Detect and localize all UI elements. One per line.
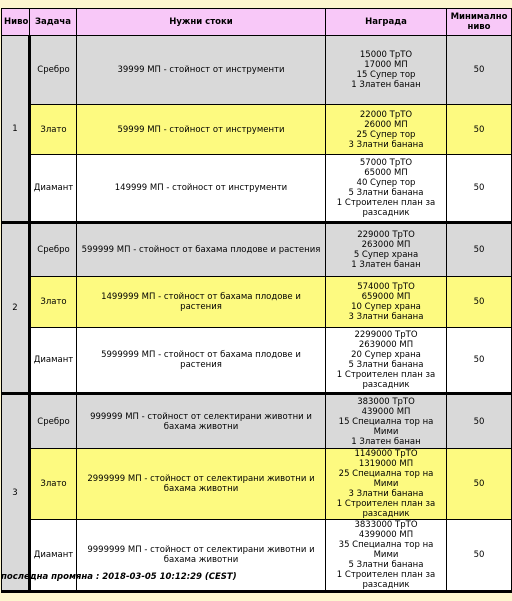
- header-task: Задача: [30, 9, 77, 36]
- needed-goods-cell: 59999 МП - стойност от инструменти: [77, 105, 326, 155]
- reward-line: 25 Специална тор на Мими: [338, 469, 434, 489]
- reward-line: 2639000 МП: [358, 340, 414, 350]
- reward-line: 1 Строителен план за разсадник: [336, 499, 436, 519]
- reward-cell: [326, 155, 447, 223]
- quest-row: [2, 223, 512, 277]
- reward-line: 20 Супер храна: [351, 350, 421, 360]
- quest-row: [2, 449, 512, 520]
- task-tier-cell: Диамант: [30, 155, 77, 223]
- min-level-cell: 50: [447, 105, 512, 155]
- reward-line: 57000 ТрТО: [359, 158, 413, 168]
- reward-line: 15 Супер тор: [356, 70, 416, 80]
- task-tier-cell: Злато: [30, 105, 77, 155]
- reward-line: 1 Златен банан: [351, 436, 421, 447]
- task-tier-cell: Диамант: [30, 328, 77, 394]
- reward-line: 659000 МП: [361, 292, 411, 302]
- quest-table-body: [2, 36, 512, 592]
- reward-cell: [326, 449, 447, 520]
- reward-cell: [326, 105, 447, 155]
- quest-row: [2, 394, 512, 449]
- task-tier-cell: Сребро: [30, 36, 77, 105]
- reward-line: 1 Златен банан: [351, 260, 421, 270]
- reward-line: 2299000 ТрТО: [354, 330, 418, 340]
- quest-row: [2, 277, 512, 328]
- reward-line: 15000 ТрТО: [359, 50, 413, 60]
- header-reward: Награда: [326, 9, 447, 36]
- needed-goods-cell: 999999 МП - стойност от селектирани животни и бахама животни: [77, 394, 326, 449]
- level-cell: 3: [2, 394, 30, 592]
- reward-cell: [326, 328, 447, 394]
- reward-line: 4399000 МП: [358, 530, 414, 540]
- reward-line: 1 Строителен план за разсадник: [336, 370, 436, 390]
- reward-line: 5 Супер храна: [353, 250, 419, 260]
- reward-line: 17000 МП: [364, 60, 408, 70]
- needed-goods-cell: 1499999 МП - стойност от бахама плодове и растения: [77, 277, 326, 328]
- reward-line: 25 Супер тор: [356, 129, 416, 140]
- reward-line: 263000 МП: [361, 240, 411, 250]
- reward-line: 3833000 ТрТО: [354, 520, 418, 530]
- reward-line: 35 Специална тор на Мими: [338, 540, 434, 560]
- reward-cell: [326, 520, 447, 592]
- needed-goods-cell: 5999999 МП - стойност от бахама плодове и растения: [77, 328, 326, 394]
- min-level-cell: 50: [447, 277, 512, 328]
- needed-goods-cell: 149999 МП - стойност от инструменти: [77, 155, 326, 223]
- task-tier-cell: Сребро: [30, 223, 77, 277]
- min-level-cell: 50: [447, 328, 512, 394]
- reward-line: 5 Златни банана: [348, 360, 424, 370]
- reward-line: 65000 МП: [364, 168, 408, 178]
- header-min-level: Минимално ниво: [447, 9, 512, 36]
- quest-row: [2, 105, 512, 155]
- reward-line: 3 Златни банана: [348, 489, 424, 499]
- needed-goods-cell: 2999999 МП - стойност от селектирани животни и бахама животни: [77, 449, 326, 520]
- reward-line: 5 Златни банана: [348, 188, 424, 198]
- quest-row: [2, 155, 512, 223]
- min-level-cell: 50: [447, 223, 512, 277]
- min-level-cell: 50: [447, 394, 512, 449]
- header-level: Ниво: [2, 9, 30, 36]
- quest-row: [2, 36, 512, 105]
- reward-cell: [326, 36, 447, 105]
- reward-cell: [326, 277, 447, 328]
- reward-line: 383000 ТрТО: [357, 396, 415, 407]
- last-modified-footer: последна промяна : 2018-03-05 10:12:29 (CEST): [1, 572, 237, 582]
- reward-line: 439000 МП: [361, 406, 411, 417]
- reward-cell: [326, 223, 447, 277]
- reward-line: 40 Супер тор: [356, 178, 416, 188]
- reward-cell: [326, 394, 447, 449]
- reward-line: 3 Златни банана: [348, 139, 424, 150]
- reward-line: 3 Златни банана: [348, 312, 424, 322]
- reward-line: 1 Строителен план за разсадник: [336, 570, 436, 590]
- reward-line: 1149000 ТрТО: [354, 449, 418, 459]
- task-tier-cell: Диамант: [30, 520, 77, 592]
- level-cell: 2: [2, 223, 30, 394]
- needed-goods-cell: 599999 МП - стойност от бахама плодове и растения: [77, 223, 326, 277]
- reward-line: 15 Специална тор на Мими: [338, 416, 434, 437]
- reward-line: 22000 ТрТО: [359, 109, 413, 120]
- reward-line: 574000 ТрТО: [357, 282, 415, 292]
- reward-line: 26000 МП: [364, 119, 408, 130]
- reward-line: 229000 ТрТО: [357, 230, 415, 240]
- header-row: [2, 9, 512, 36]
- min-level-cell: 50: [447, 155, 512, 223]
- reward-line: 1319000 МП: [358, 459, 414, 469]
- min-level-cell: 50: [447, 449, 512, 520]
- reward-line: 5 Златни банана: [348, 560, 424, 570]
- min-level-cell: 50: [447, 520, 512, 592]
- level-cell: 1: [2, 36, 30, 223]
- reward-line: 10 Супер храна: [351, 302, 421, 312]
- header-needed-goods: Нужни стоки: [77, 9, 326, 36]
- min-level-cell: 50: [447, 36, 512, 105]
- reward-line: 1 Строителен план за разсадник: [336, 198, 436, 218]
- needed-goods-cell: 39999 МП - стойност от инструменти: [77, 36, 326, 105]
- quest-table: [1, 8, 512, 593]
- task-tier-cell: Сребро: [30, 394, 77, 449]
- task-tier-cell: Злато: [30, 449, 77, 520]
- reward-line: 1 Златен банан: [351, 80, 421, 90]
- task-tier-cell: Злато: [30, 277, 77, 328]
- needed-goods-cell: 9999999 МП - стойност от селектирани животни и бахама животни: [77, 520, 326, 592]
- quest-row: [2, 328, 512, 394]
